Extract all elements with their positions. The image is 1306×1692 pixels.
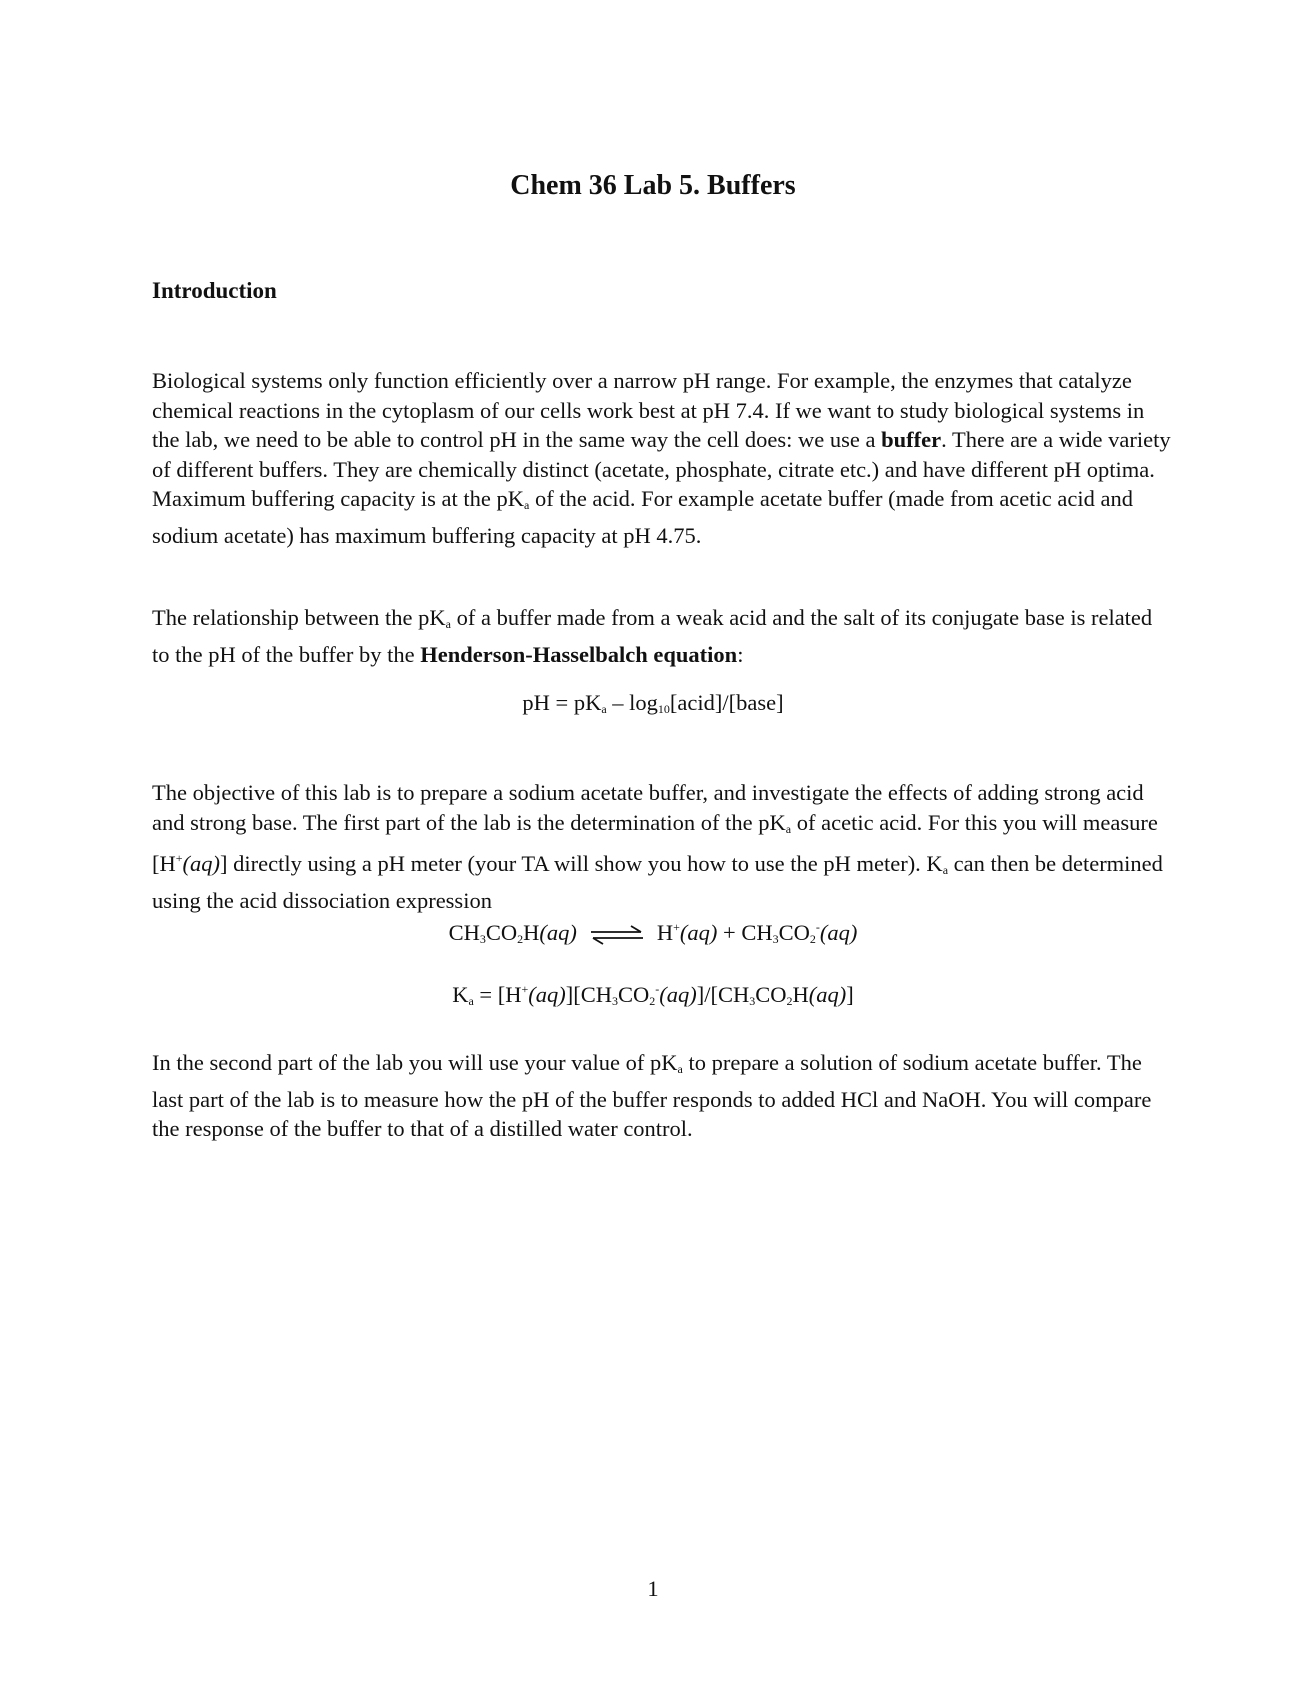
section-heading-introduction: Introduction bbox=[152, 278, 277, 303]
paragraph-biological-systems: Biological systems only function efficiently over a narrow pH range. For example, the enzymes that catalyze chemical reactions in the cytoplasm of our cells work best at pH 7.4. If we want to study biological systems in the lab, we need to be able to control pH in the same way the cell does: we use a buffer. There are a wide variety of different buffers. They are chemically distinct (acetate, phosphate, citrate etc.) and have different pH optima. Maximum buffering capacity is at the $pK_a$ of the acid. For example acetate buffer (made from acetic acid and sodium acetate) has maximum buffering capacity at pH 4.75. bbox=[152, 368, 1171, 548]
bold-term-buffer: buffer bbox=[881, 427, 942, 453]
equation-acid-dissociation: $CH_3CO_2H(aq) H^+(aq) + CH_3CO_2^-(aq)$ bbox=[448, 920, 858, 946]
page-number: 1 bbox=[647, 1576, 659, 1601]
paragraph-second-part: In the second part of the lab you will use your value of $pK_a$ to prepare a solution of sodium acetate buffer. The last part of the lab is to measure how the pH of the buffer responds to added HCl and NaOH. You will compare the response of the buffer to that of a distilled water control. bbox=[152, 1050, 1152, 1142]
paragraph-objective: The objective of this lab is to prepare a sodium acetate buffer, and investigate the effects of adding strong acid and strong base. The first part of the lab is the determination of the $pK_a$ of acetic acid. For this you will measure [H+(aq)] directly using a pH meter (your TA will show you how to use the pH meter). $K_a$ can then be determined using the acid dissociation expression bbox=[152, 780, 1163, 913]
document-title: Chem 36 Lab 5. Buffers bbox=[510, 170, 796, 201]
bold-term-henderson-hasselbalch: Henderson-Hasselbalch equation bbox=[420, 641, 738, 667]
paragraph-henderson-relationship: The relationship between the $pK_a$ of a buffer made from a weak acid and the salt of its conjugate base is related to the pH of the buffer by the Henderson-Hasselbalch equation: bbox=[152, 605, 1153, 667]
equilibrium-arrow-icon bbox=[589, 925, 645, 945]
equation-ka-expression: $K_a = [H^+(aq)][CH_3CO_2^-(aq)]/[CH_3CO_2H(aq)]$ bbox=[452, 982, 854, 1008]
equation-henderson-hasselbalch: pH = $pK_a$ – $\log_{10}[acid]/[base]$ bbox=[522, 690, 784, 716]
